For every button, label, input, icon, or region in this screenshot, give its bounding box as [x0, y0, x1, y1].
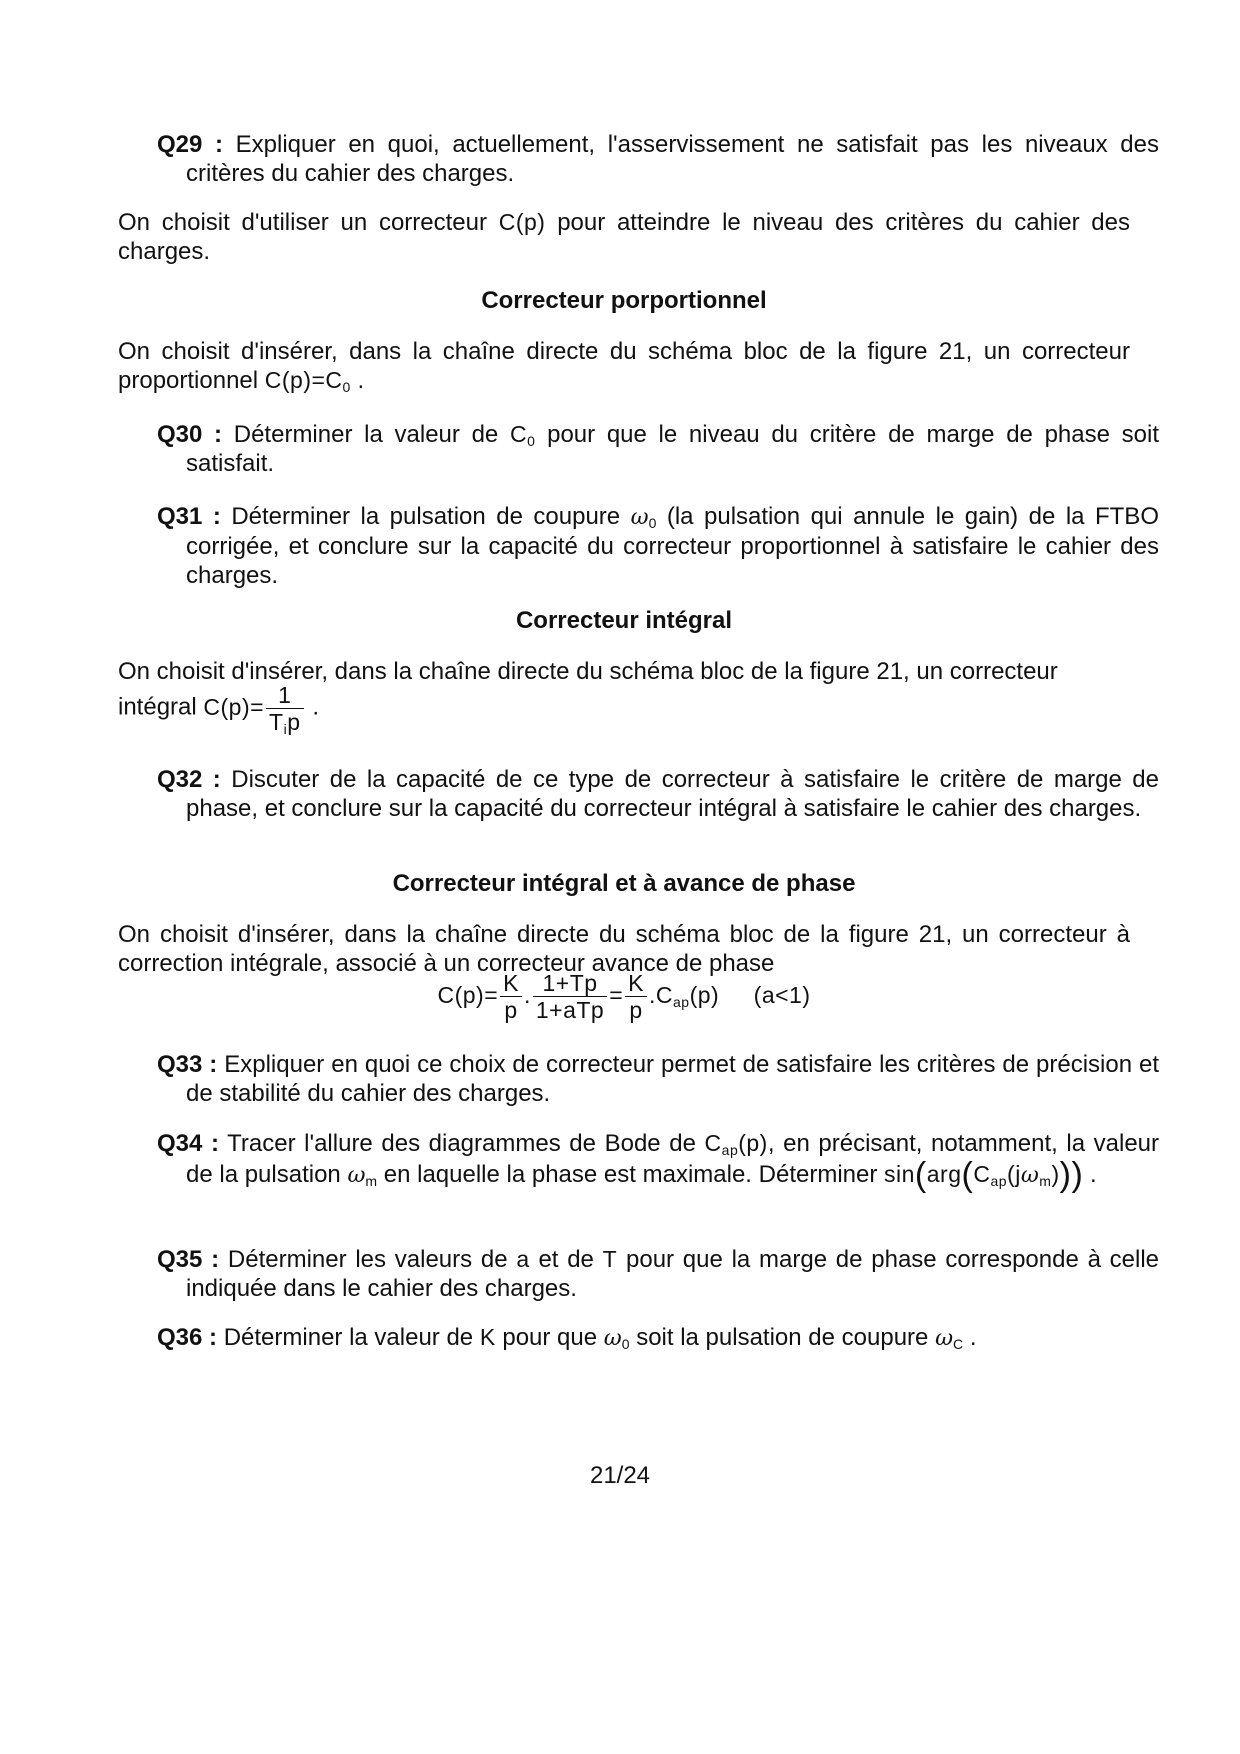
question-q31: Q31 : Déterminer la pulsation de coupure $\omega_0$ (la pulsation qui annule le gain) de la FTBO corrigée, et conclure sur la capacité du correcteur proportionnel à satisfaire le cahier des charges. [157, 503, 1159, 589]
proportionnel-paragraph: On choisit d'insérer, dans la chaîne directe du schéma bloc de la figure 21, un correcteur proportionnel $C(p)=C_0$ . [118, 338, 1130, 395]
math-integral: C(p)= $\frac{1}{T_ip}$ [203, 694, 312, 720]
question-label: Q33 : [157, 1051, 218, 1078]
page-number: 21/24 [589, 1462, 651, 1489]
math-omega-c: $\omega_C$ [935, 1326, 964, 1352]
question-q32: Q32 : Discuter de la capacité de ce type de correcteur à satisfaire le critère de marge de phase, et conclure sur la capacité du correcteur intégral à satisfaire le cahier des charges. [157, 766, 1160, 822]
section-heading-proportionnel: Correcteur porportionnel [481, 287, 767, 314]
math-cap: $C_{ap}(p)$ [704, 1130, 768, 1158]
math-K: K [479, 1324, 496, 1350]
question-q33: Q33 : Expliquer en quoi ce choix de correcteur permet de satisfaire les critères de précision et de stabilité du cahier des charges. [157, 1051, 1160, 1107]
math-omega-m: $\omega_m$ [347, 1163, 378, 1189]
intro-paragraph: On choisit d'utiliser un correcteur C(p) pour atteindre le niveau des critères du cahier des charges. [118, 209, 1130, 265]
math-T: T [602, 1246, 618, 1272]
question-label: Q31 : [157, 503, 221, 530]
math-a: a [516, 1246, 530, 1272]
integral-paragraph: On choisit d'insérer, dans la chaîne directe du schéma bloc de la figure 21, un correcteur [118, 658, 1058, 685]
question-label: Q32 : [157, 766, 221, 793]
question-label: Q30 : [157, 421, 223, 448]
math-sin-arg: $\sin(arg(C_{ap}(j\omega_m)))$ [884, 1156, 1084, 1194]
question-q29 [157, 130, 1159, 188]
question-q34: Q34 : Tracer l'allure des diagrammes de Bode de $C_{ap}(p)$, en précisant, notamment, la valeur de la pulsation $\omega_m$ en laquelle la phase est maximale. Déterminer $\sin(arg(C_{ap}(j\omega_m)))$ . [157, 1130, 1160, 1194]
question-label: Q36 : [157, 1324, 218, 1351]
correcteur-formula: C(p)= $\frac{K}{p}$ . $\frac{1+Tp}{\text{1+aTp}}$ = $\frac{K}{p}$ $.C_{ap}(p)$ (a<1) [437, 970, 811, 1023]
question-q30: Q30 : Déterminer la valeur de $C_0$ pour que le niveau du critère de marge de phase soit satisfait. [157, 421, 1160, 477]
avance-phase-paragraph: On choisit d'insérer, dans la chaîne directe du schéma bloc de la figure 21, un correcteur à correction intégrale, associé à un correcteur avance de phase [118, 921, 1130, 977]
math-c0: $C(p)=C_0$ [264, 367, 351, 395]
math-c0: $C_0$ [509, 421, 536, 449]
math-omega0: $\omega_0$ [603, 1326, 630, 1352]
question-label: Q35 : [157, 1246, 220, 1273]
question-q36: Q36 : Déterminer la valeur de K pour que $\omega_0$ soit la pulsation de coupure $\omega_C$ . [157, 1324, 977, 1352]
math-cp: C(p) [498, 209, 546, 235]
section-heading-avance-phase: Correcteur intégral et à avance de phase [392, 870, 856, 897]
question-q35: Q35 : Déterminer les valeurs de a et de T pour que la marge de phase corresponde à celle indiquée dans le cahier des charges. [157, 1246, 1160, 1302]
question-label: Q34 : [157, 1130, 219, 1157]
integral-formula-line: intégral C(p)= $\frac{1}{T_ip}$ . [118, 682, 320, 737]
math-omega0: $\omega_0$ [630, 505, 657, 531]
section-heading-integral: Correcteur intégral [515, 607, 733, 634]
question-label: Q29 : [157, 131, 223, 158]
question-text: Expliquer en quoi, actuellement, l'asservissement ne satisfait pas les niveaux des critères du cahier des charges. [186, 131, 1159, 187]
